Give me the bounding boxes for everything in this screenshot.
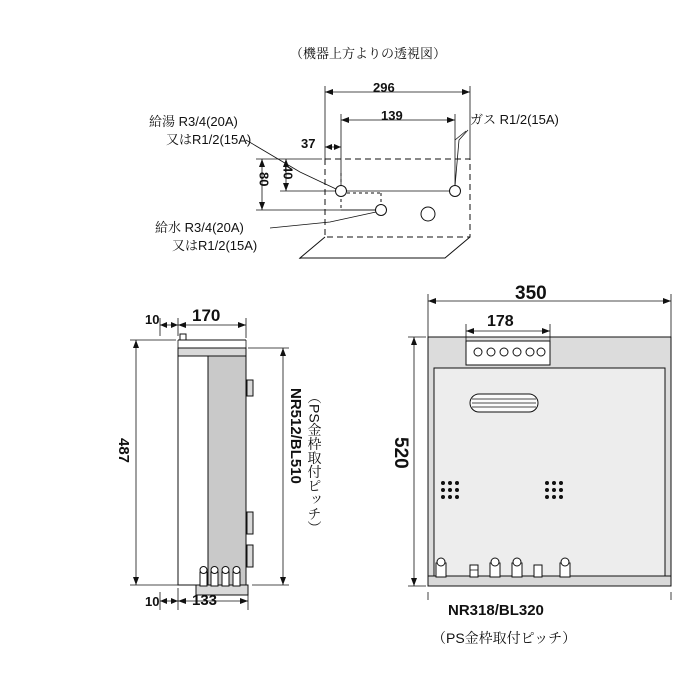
label-cold-water-alt: 又はR1/2(15A) xyxy=(172,238,258,253)
dim-139: 139 xyxy=(381,108,403,123)
label-hot-water: 給湯 R3/4(20A) xyxy=(149,114,238,129)
label-hot-water-alt: 又はR1/2(15A) xyxy=(166,132,252,147)
dim-487: 487 xyxy=(114,438,132,464)
dim-80: 80 xyxy=(256,172,272,187)
dim-10-bottom: 10 xyxy=(145,594,160,609)
dim-170: 170 xyxy=(192,306,221,325)
dim-133: 133 xyxy=(192,592,218,609)
label-cold-water: 給水 R3/4(20A) xyxy=(155,220,244,235)
dim-296: 296 xyxy=(373,80,395,95)
dim-350: 350 xyxy=(515,283,547,304)
side-pitch-text: （PS金枠取付ピッチ） xyxy=(306,390,323,535)
dim-520: 520 xyxy=(389,437,411,469)
front-pitch-text: （PS金枠取付ピッチ） xyxy=(432,630,577,646)
label-gas: ガス R1/2(15A) xyxy=(470,112,559,127)
dim-40: 40 xyxy=(280,165,296,180)
front-pitch-code: NR318/BL320 xyxy=(448,602,544,619)
diagram-title: （機器上方よりの透視図） xyxy=(290,46,447,61)
dim-37: 37 xyxy=(301,136,316,151)
side-pitch-code: NR512/BL510 xyxy=(286,388,304,484)
dim-10-top: 10 xyxy=(145,312,160,327)
dim-178: 178 xyxy=(487,313,514,330)
